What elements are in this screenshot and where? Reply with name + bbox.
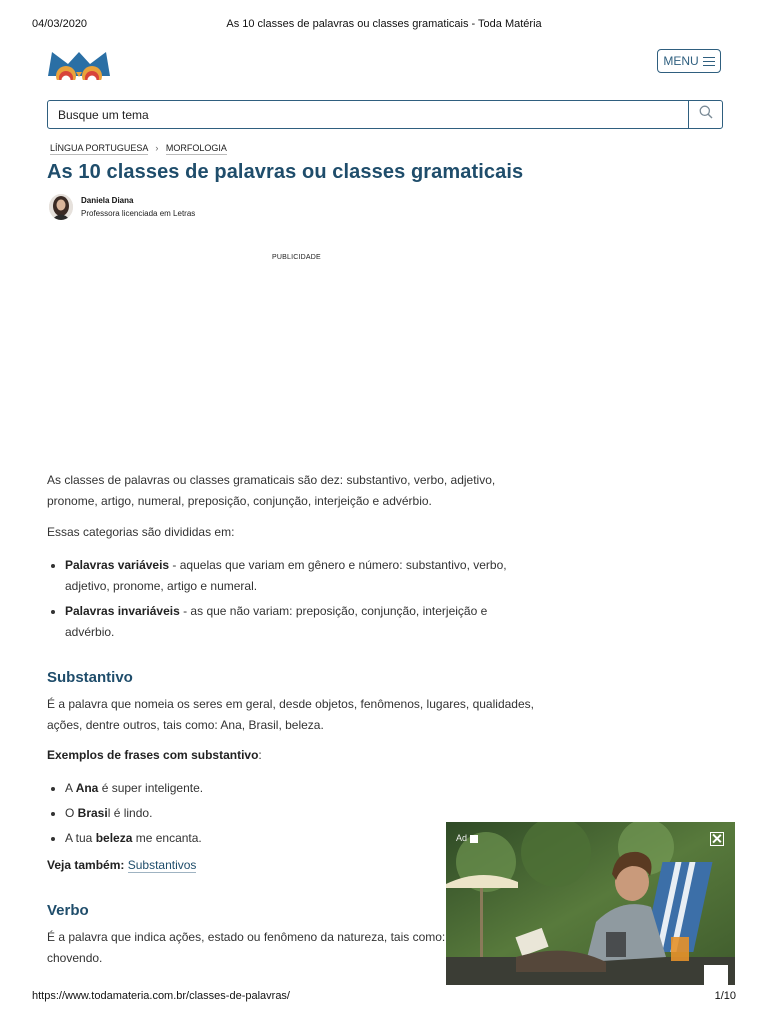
list-item: • O Brasil é lindo. bbox=[65, 803, 547, 824]
list-item: • A tua beleza me encanta. bbox=[65, 828, 547, 849]
print-header bbox=[32, 18, 736, 32]
author-block bbox=[49, 194, 195, 220]
breadcrumb-item-lingua-portuguesa[interactable]: LÍNGUA PORTUGUESA bbox=[50, 143, 148, 153]
ad-tag: Ad bbox=[456, 833, 478, 843]
close-icon[interactable] bbox=[710, 832, 724, 846]
print-url: https://www.todamateria.com.br/classes-de-palavras/ bbox=[32, 990, 290, 1002]
video-ad[interactable] bbox=[446, 822, 735, 985]
menu-button[interactable] bbox=[657, 49, 721, 73]
list-item bbox=[65, 555, 535, 597]
category-list bbox=[47, 555, 535, 643]
intro-paragraph: As classes de palavras ou classes gramaticais são dez: substantivo, verbo, adjetivo, pronome, artigo, numeral, preposição, conjunção, interjeição e advérbio. bbox=[47, 473, 496, 508]
print-footer bbox=[32, 990, 736, 1004]
see-also-label: Veja também: bbox=[47, 858, 125, 872]
search-button[interactable] bbox=[688, 101, 722, 128]
breadcrumb bbox=[50, 143, 227, 153]
owl-logo-icon[interactable] bbox=[46, 46, 112, 86]
ad-label: PUBLICIDADE bbox=[272, 254, 321, 261]
examples-label: Exemplos de frases com substantivo: bbox=[47, 748, 262, 762]
substantivo-paragraph: É a palavra que nomeia os seres em geral, desde objetos, fenômenos, lugares, qualidades, ações, dentre outros, tais como: Ana, Brasil, beleza. bbox=[47, 697, 534, 732]
ad-info-icon[interactable] bbox=[470, 835, 478, 843]
verbo-paragraph-continuation: chovendo. bbox=[47, 951, 103, 965]
author-name[interactable]: Daniela Diana bbox=[81, 196, 134, 205]
section-heading-substantivo: Substantivo bbox=[47, 669, 133, 686]
breadcrumb-item-morfologia[interactable]: MORFOLOGIA bbox=[165, 143, 227, 153]
print-page-number: 1/10 bbox=[714, 990, 736, 1002]
author-avatar[interactable] bbox=[49, 194, 73, 220]
section-heading-verbo: Verbo bbox=[47, 902, 89, 919]
author-role: Professora licenciada em Letras bbox=[81, 209, 196, 218]
menu-label: MENU bbox=[663, 54, 699, 68]
verbo-paragraph: É a palavra que indica ações, estado ou fenômeno da natureza, tais como: bbox=[47, 930, 446, 944]
page-title: As 10 classes de palavras ou classes gramaticais bbox=[47, 161, 524, 183]
see-also-link[interactable]: Substantivos bbox=[127, 858, 197, 872]
list-item bbox=[65, 601, 535, 643]
search-icon bbox=[699, 105, 713, 124]
print-date: 04/03/2020 bbox=[32, 18, 88, 30]
hamburger-icon bbox=[703, 57, 715, 66]
chevron-right-icon: › bbox=[155, 143, 159, 153]
intro-paragraph-2: Essas categorias são divididas em: bbox=[47, 525, 235, 539]
video-ad-frame bbox=[446, 822, 735, 985]
print-doc-title: As 10 classes de palavras ou classes gramaticais - Toda Matéria bbox=[226, 18, 542, 30]
category-desc: - aquelas que variam em gênero e número: substantivo, verbo, adjetivo, pronome, artigo e numeral. bbox=[65, 558, 507, 593]
category-term: Palavras variáveis bbox=[65, 558, 170, 572]
ad-overlay-square bbox=[704, 965, 728, 985]
category-desc: - as que não variam: preposição, conjunção, interjeição e advérbio. bbox=[65, 604, 488, 639]
search-bar bbox=[47, 100, 723, 129]
category-term: Palavras invariáveis bbox=[65, 604, 180, 618]
list-item: • A Ana é super inteligente. bbox=[65, 778, 547, 799]
search-input[interactable] bbox=[48, 101, 688, 128]
